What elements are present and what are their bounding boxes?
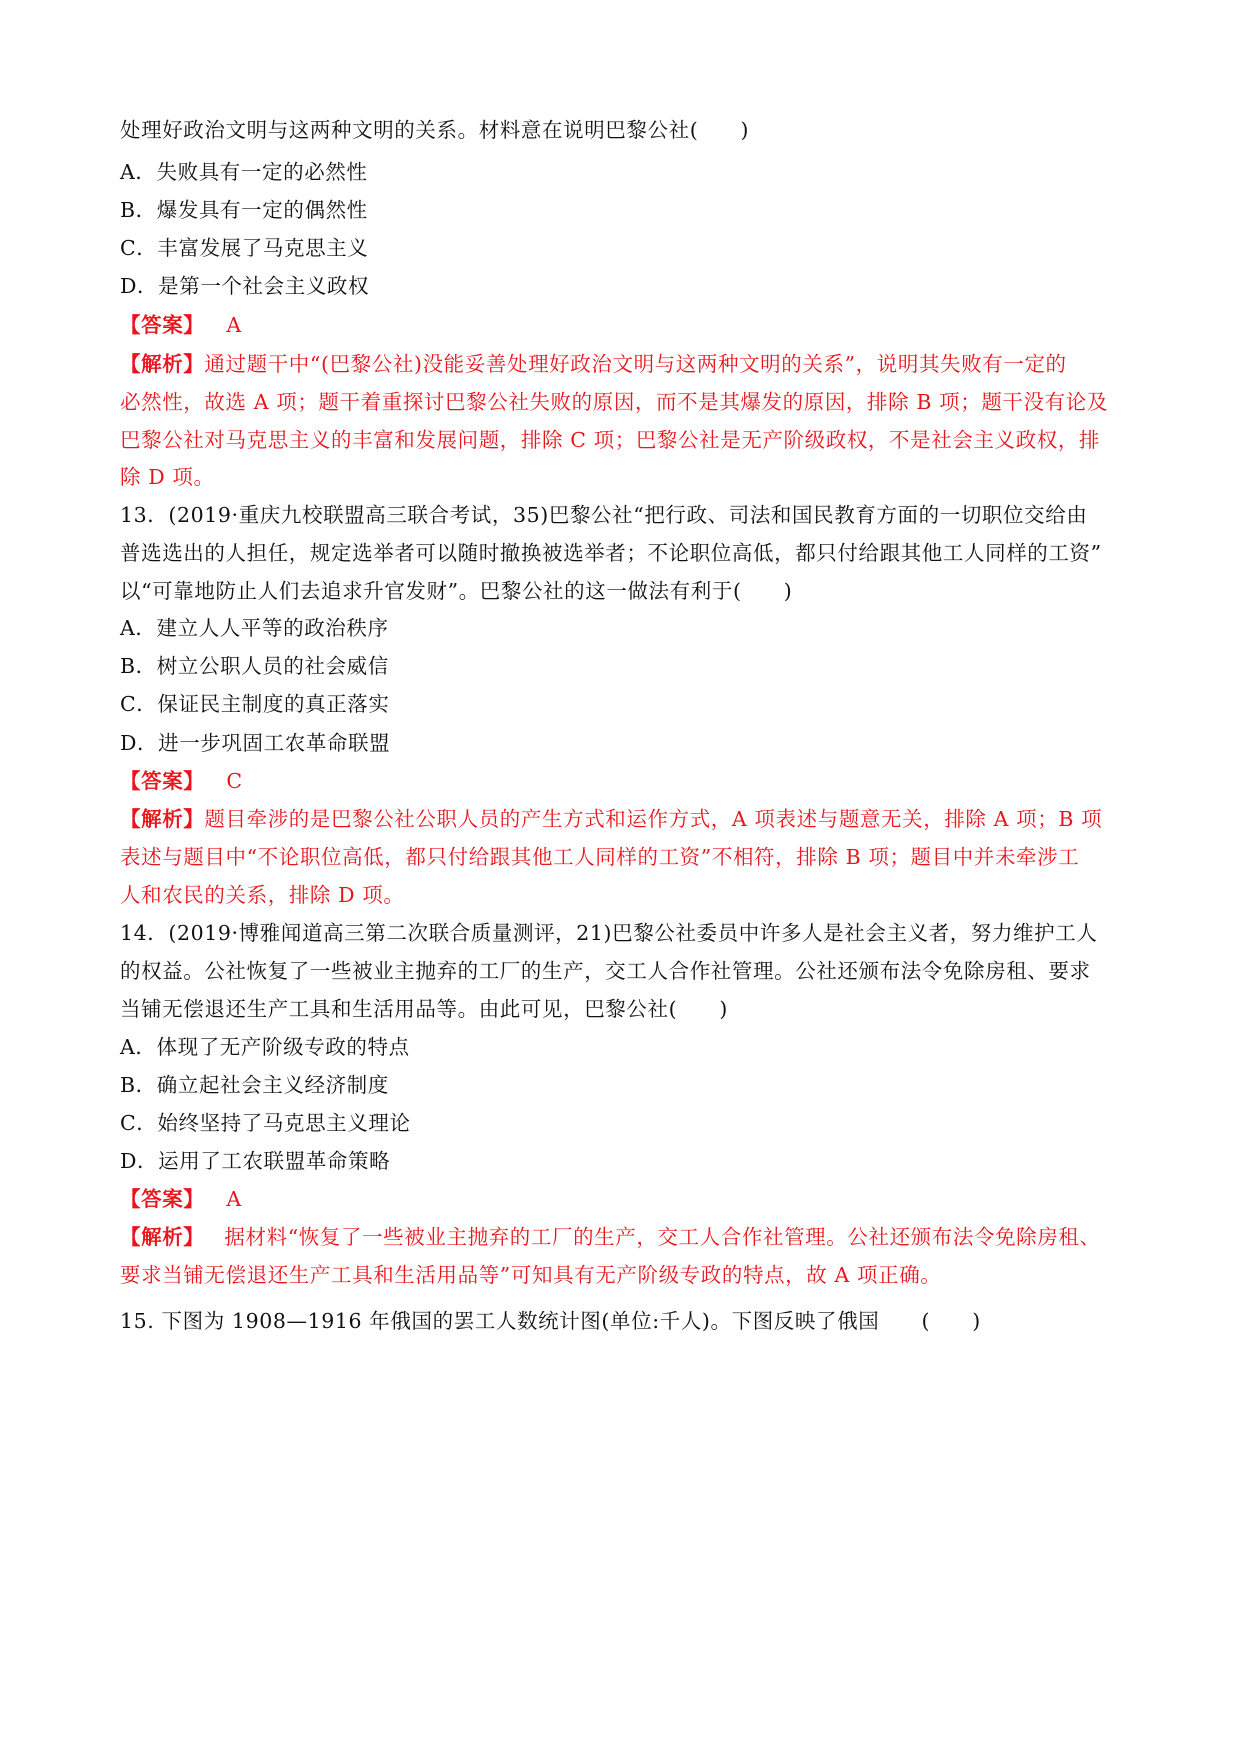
analysis-text: 题目牵涉的是巴黎公社公职人员的产生方式和运作方式，A 项表述与题意无关，排除 A 项；B 项 bbox=[204, 807, 1103, 831]
q12-option-d: D．是第一个社会主义政权 bbox=[120, 274, 370, 298]
q14-stem-line-2: 的权益。公社恢复了一些被业主抛弃的工厂的生产，交工人合作社管理。公社还颁布法令免除房租、要求 bbox=[120, 959, 1091, 983]
q14-option-a: A．体现了无产阶级专政的特点 bbox=[120, 1035, 410, 1059]
q13-stem-line-3: 以“可靠地防止人们去追求升官发财”。巴黎公社的这一做法有利于( ) bbox=[120, 579, 793, 603]
answer-value: A bbox=[226, 313, 242, 337]
q12-stem: 处理好政治文明与这两种文明的关系。材料意在说明巴黎公社( ) bbox=[120, 118, 750, 142]
q13-answer-line bbox=[120, 766, 243, 796]
q13-option-a: A．建立人人平等的政治秩序 bbox=[120, 616, 389, 640]
analysis-tag: 【解析】 bbox=[120, 807, 205, 831]
analysis-tag: 【解析】 bbox=[120, 352, 205, 376]
answer-tag: 【答案】 bbox=[120, 313, 205, 337]
q14-analysis-line-1 bbox=[120, 1222, 1101, 1252]
analysis-tag: 【解析】 bbox=[120, 1225, 205, 1249]
q14-stem-line-3: 当铺无偿退还生产工具和生活用品等。由此可见，巴黎公社( ) bbox=[120, 997, 728, 1021]
q15-stem: 15. 下图为 1908—1916 年俄国的罢工人数统计图(单位:千人)。下图反映了俄国 ( ) bbox=[120, 1309, 981, 1333]
analysis-text: 通过题干中“(巴黎公社)没能妥善处理好政治文明与这两种文明的关系”，说明其失败有一定的 bbox=[204, 352, 1067, 376]
answer-value: C bbox=[226, 769, 243, 793]
q13-option-b: B．树立公职人员的社会威信 bbox=[120, 654, 389, 678]
answer-value: A bbox=[226, 1187, 242, 1211]
q14-option-c: C．始终坚持了马克思主义理论 bbox=[120, 1111, 411, 1135]
q12-option-b: B．爆发具有一定的偶然性 bbox=[120, 198, 368, 222]
q13-option-d: D．进一步巩固工农革命联盟 bbox=[120, 731, 391, 755]
q12-analysis-line-1 bbox=[120, 349, 1067, 379]
q14-option-d: D．运用了工农联盟革命策略 bbox=[120, 1149, 391, 1173]
q12-analysis-line-4: 除 D 项。 bbox=[120, 465, 215, 489]
q14-analysis-line-2: 要求当铺无偿退还生产工具和生活用品等”可知具有无产阶级专政的特点，故 A 项正确。 bbox=[120, 1263, 942, 1287]
q13-option-c: C．保证民主制度的真正落实 bbox=[120, 692, 390, 716]
q13-stem-line-2: 普选选出的人担任，规定选举者可以随时撤换被选举者；不论职位高低，都只付给跟其他工人同样的工资” bbox=[120, 541, 1102, 565]
q12-answer-line bbox=[120, 310, 242, 340]
q13-analysis-line-3: 人和农民的关系，排除 D 项。 bbox=[120, 883, 405, 907]
analysis-text: 据材料“恢复了一些被业主抛弃的工厂的生产，交工人合作社管理。公社还颁布法令免除房租、 bbox=[224, 1225, 1101, 1249]
q13-analysis-line-2: 表述与题目中“不论职位高低，都只付给跟其他工人同样的工资”不相符，排除 B 项；题目中并未牵涉工 bbox=[120, 845, 1080, 869]
q13-stem-line-1: 13．(2019·重庆九校联盟高三联合考试，35)巴黎公社“把行政、司法和国民教育方面的一切职位交给由 bbox=[120, 503, 1088, 527]
answer-tag: 【答案】 bbox=[120, 1187, 205, 1211]
q12-option-c: C．丰富发展了马克思主义 bbox=[120, 236, 369, 260]
q14-option-b: B．确立起社会主义经济制度 bbox=[120, 1073, 389, 1097]
q12-analysis-line-2: 必然性，故选 A 项；题干着重探讨巴黎公社失败的原因，而不是其爆发的原因，排除 B 项；题干没有论及 bbox=[120, 390, 1108, 414]
q14-stem-line-1: 14．(2019·博雅闻道高三第二次联合质量测评，21)巴黎公社委员中许多人是社会主义者，努力维护工人 bbox=[120, 921, 1098, 945]
q12-analysis-line-3: 巴黎公社对马克思主义的丰富和发展问题，排除 C 项；巴黎公社是无产阶级政权，不是社会主义政权，排 bbox=[120, 428, 1101, 452]
q14-answer-line bbox=[120, 1184, 242, 1214]
answer-tag: 【答案】 bbox=[120, 769, 205, 793]
q12-option-a: A．失败具有一定的必然性 bbox=[120, 160, 368, 184]
q13-analysis-line-1 bbox=[120, 804, 1102, 834]
